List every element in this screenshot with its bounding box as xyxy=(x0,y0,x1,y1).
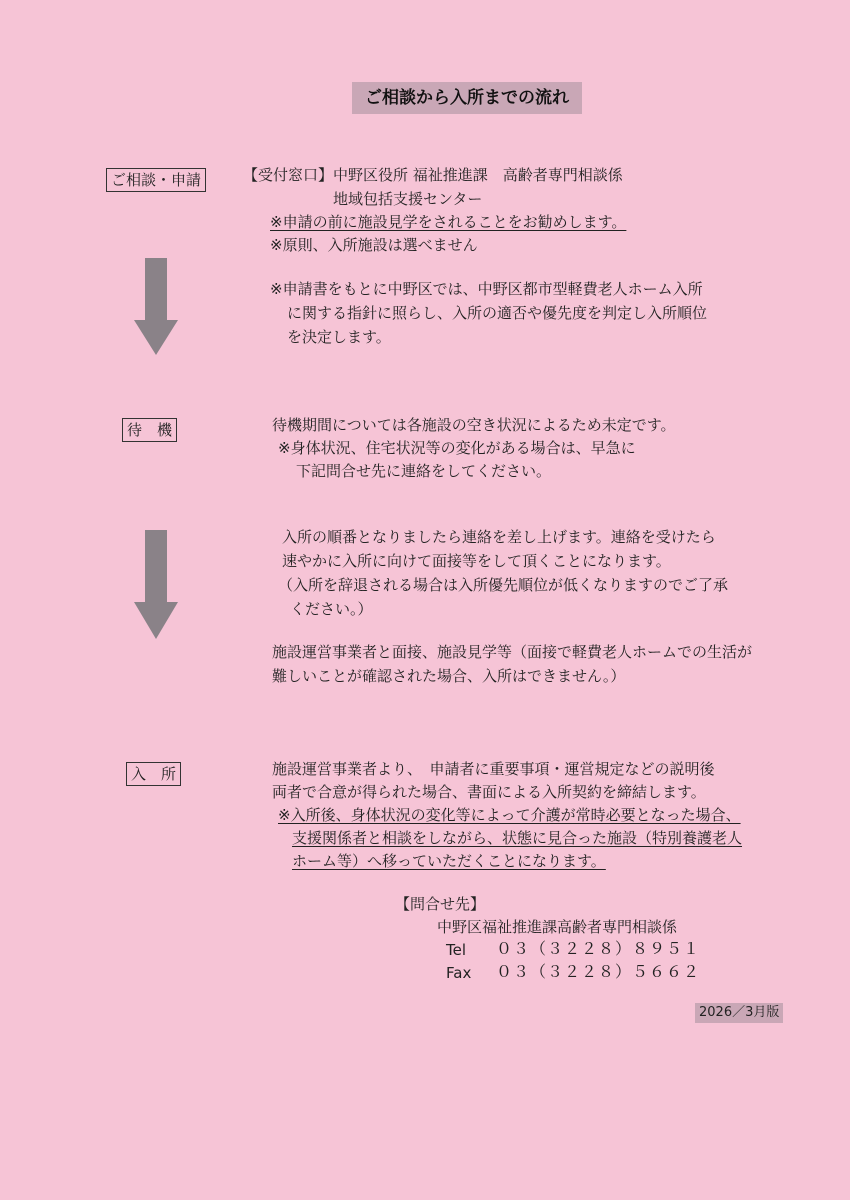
wait-line3: 下記問合せ先に連絡をしてください。 xyxy=(296,462,552,480)
contact-line2: 速やかに入所に向けて面接等をして頂くことになります。 xyxy=(282,552,671,570)
inquiry-office: 中野区福祉推進課高齢者専門相談係 xyxy=(437,918,678,936)
step-label-admission: 入 所 xyxy=(126,762,181,786)
contact-line4: ください。） xyxy=(290,600,373,618)
wait-line2: ※身体状況、住宅状況等の変化がある場合は、早急に xyxy=(278,439,636,457)
inquiry-fax-label: Fax xyxy=(446,964,472,982)
page-title: ご相談から入所までの流れ xyxy=(352,82,582,114)
admission-note3: ホーム等）へ移っていただくことになります。 xyxy=(292,852,606,870)
down-arrow-icon xyxy=(134,530,178,640)
inquiry-tel: ０３（３２２８）８９５１ xyxy=(496,939,701,958)
consult-para-line3: を決定します。 xyxy=(287,328,391,346)
admission-line2: 両者で合意が得られた場合、書面による入所契約を締結します。 xyxy=(272,783,706,801)
wait-line1: 待機期間については各施設の空き状況によるため未定です。 xyxy=(272,416,676,434)
inquiry-heading: 【問合せ先】 xyxy=(395,895,486,913)
admission-note1: ※入所後、身体状況の変化等によって介護が常時必要となった場合、 xyxy=(278,806,741,824)
contact-line3: （入所を辞退される場合は入所優先順位が低くなりますのでご了承 xyxy=(278,576,729,594)
consult-note-visit: ※申請の前に施設見学をされることをお勧めします。 xyxy=(270,213,627,231)
contact-line6: 難しいことが確認された場合、入所はできません。） xyxy=(272,667,626,685)
step-label-consult: ご相談・申請 xyxy=(106,168,206,192)
inquiry-tel-label: Tel xyxy=(446,941,467,959)
consult-desk-sub: 地域包括支援センター xyxy=(333,190,483,208)
admission-line1: 施設運営事業者より、 申請者に重要事項・運営規定などの説明後 xyxy=(272,760,715,778)
down-arrow-icon xyxy=(134,258,178,356)
contact-line1: 入所の順番となりましたら連絡を差し上げます。連絡を受けたら xyxy=(282,528,716,546)
consult-note-choose: ※原則、入所施設は選べません xyxy=(270,236,478,254)
consult-para-line2: に関する指針に照らし、入所の適否や優先度を判定し入所順位 xyxy=(287,304,708,322)
edition-badge: 2026／3月版 xyxy=(695,1003,783,1023)
admission-note2: 支援関係者と相談をしながら、状態に見合った施設（特別養護老人 xyxy=(292,829,743,847)
contact-line5: 施設運営事業者と面接、施設見学等（面接で軽費老人ホームでの生活が xyxy=(272,643,753,661)
consult-para-line1: ※申請書をもとに中野区では、中野区都市型軽費老人ホーム入所 xyxy=(270,280,703,298)
inquiry-fax: ０３（３２２８）５６６２ xyxy=(496,962,701,981)
step-label-wait: 待 機 xyxy=(122,418,177,442)
consult-desk: 【受付窓口】中野区役所 福祉推進課 高齢者専門相談係 xyxy=(243,166,623,184)
